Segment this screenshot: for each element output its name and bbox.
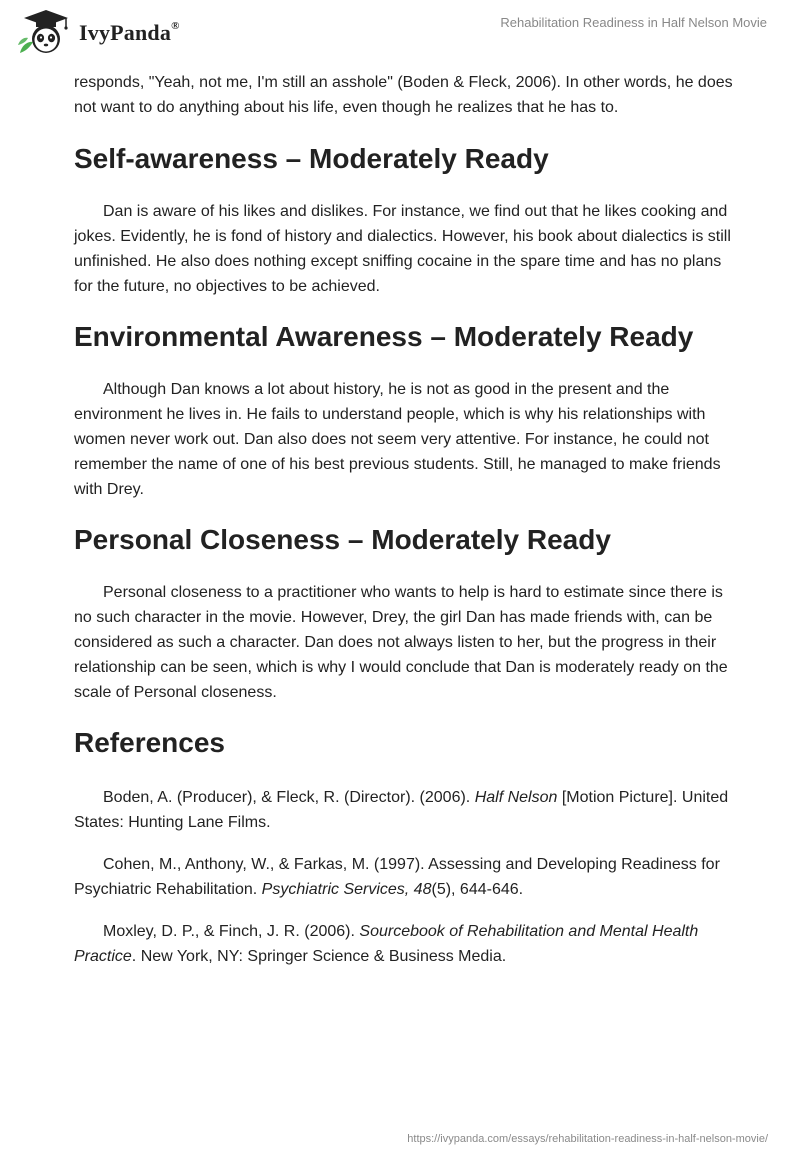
source-url-link[interactable]: https://ivypanda.com/essays/rehabilitation-readiness-in-half-nelson-movie/ bbox=[407, 1133, 768, 1145]
reference-item: Moxley, D. P., & Finch, J. R. (2006). Sourcebook of Rehabilitation and Mental Health Practice. New York, NY: Springer Science & Business Media. bbox=[74, 923, 699, 965]
reference-item: Cohen, M., Anthony, W., & Farkas, M. (1997). Assessing and Developing Readiness for Psychiatric Rehabilitation. Psychiatric Services, 48(5), 644-646. bbox=[74, 856, 720, 898]
brand-name[interactable]: IvyPanda® bbox=[79, 19, 180, 45]
document-title: Rehabilitation Readiness in Half Nelson Movie bbox=[500, 15, 767, 30]
section-heading-environmental-awareness: Environmental Awareness – Moderately Ready bbox=[74, 321, 694, 352]
section-paragraph-personal-closeness: Personal closeness to a practitioner who wants to help is hard to estimate since there is no such character in the movie. However, Drey, the girl Dan has made friends with, can be considered as such a character. Dan does not always listen to her, but the progress in their relationship can be seen, which is why I would conclude that Dan is moderately ready on the scale of Personal closeness. bbox=[74, 584, 728, 701]
reference-item: Boden, A. (Producer), & Fleck, R. (Director). (2006). Half Nelson [Motion Picture]. United States: Hunting Lane Films. bbox=[74, 789, 729, 831]
ivypanda-logo-icon[interactable] bbox=[16, 9, 76, 55]
section-heading-personal-closeness: Personal Closeness – Moderately Ready bbox=[74, 524, 611, 555]
page-header bbox=[0, 0, 800, 62]
article-body bbox=[74, 70, 734, 986]
section-heading-self-awareness: Self-awareness – Moderately Ready bbox=[74, 143, 549, 174]
intro-paragraph: responds, "Yeah, not me, I'm still an asshole" (Boden & Fleck, 2006). In other words, he does not want to do anything about his life, even though he realizes that he has to. bbox=[74, 74, 733, 116]
section-paragraph-self-awareness: Dan is aware of his likes and dislikes. For instance, we find out that he likes cooking and jokes. Evidently, he is fond of history and dialectics. However, his book about dialectics is still unfinished. He also does nothing except sniffing cocaine in the spare time and has no plans for the future, no objectives to be achieved. bbox=[74, 203, 731, 295]
section-paragraph-environmental-awareness: Although Dan knows a lot about history, he is not as good in the present and the environment he lives in. He fails to understand people, which is why his relationships with women never work out. Dan also does not seem very attentive. For instance, he could not remember the name of one of his best previous students. Still, he managed to make friends with Drey. bbox=[74, 381, 721, 498]
references-heading: References bbox=[74, 727, 225, 758]
